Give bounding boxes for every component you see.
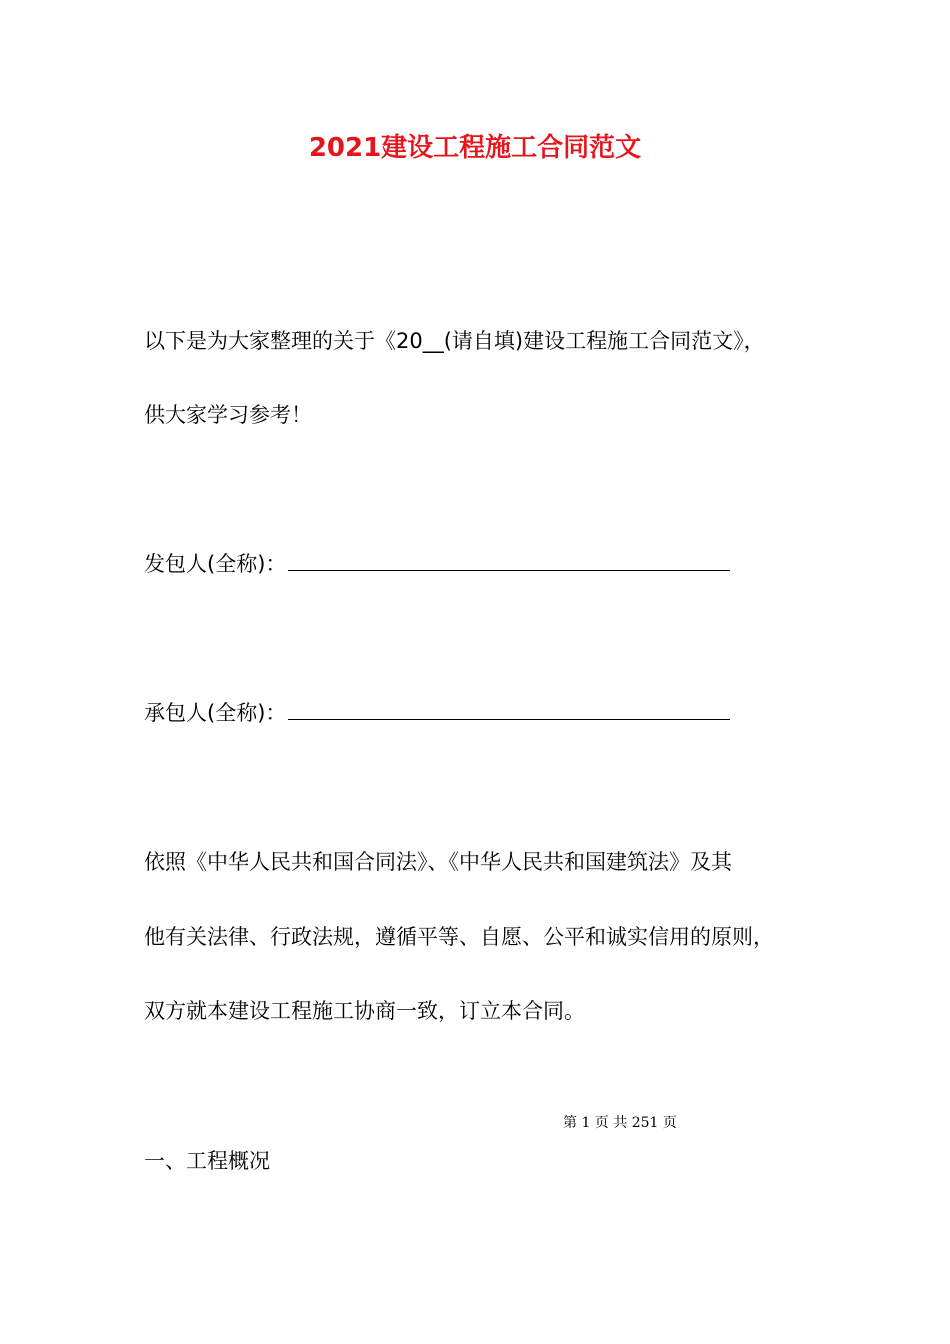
intro-line-1: 以下是为大家整理的关于《20__(请自填)建设工程施工合同范文》， <box>144 329 765 353</box>
intro-line-2: 供大家学习参考！ <box>144 403 312 427</box>
section-1-heading: 一、工程概况 <box>144 1149 270 1173</box>
party-b-line <box>144 698 730 728</box>
basis-line-3: 双方就本建设工程施工协商一致，订立本合同。 <box>144 999 585 1023</box>
party-a-blank <box>288 550 730 571</box>
basis-line-1: 依照《中华人民共和国合同法》、《中华人民共和国建筑法》及其 <box>144 850 732 874</box>
party-a-line <box>144 549 730 579</box>
page-footer: 第 1 页 共 251 页 <box>563 1115 677 1131</box>
basis-line-2: 他有关法律、行政法规，遵循平等、自愿、公平和诚实信用的原则， <box>144 925 774 949</box>
document-title: 2021建设工程施工合同范文 <box>308 133 642 163</box>
party-b-label: 承包人(全称)： <box>144 701 287 725</box>
party-b-blank <box>288 699 730 720</box>
party-a-label: 发包人(全称)： <box>144 552 287 576</box>
